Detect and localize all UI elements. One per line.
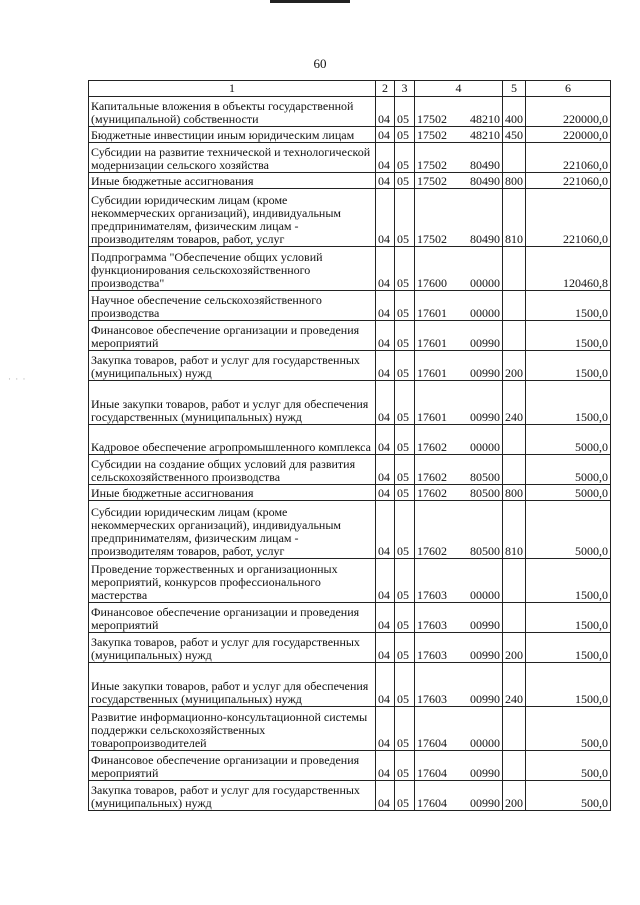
row-expense-type: [503, 143, 526, 173]
row-target-code: [415, 351, 503, 381]
target-code-program: 17502: [417, 174, 447, 188]
row-subsection: 05: [395, 127, 415, 143]
row-section: 04: [376, 707, 395, 751]
row-amount: 221060,0: [526, 143, 611, 173]
row-name: Бюджетные инвестиции иным юридическим лицам: [89, 127, 376, 143]
row-name: Иные бюджетные ассигнования: [89, 173, 376, 189]
target-code-direction: 00990: [470, 692, 500, 706]
row-subsection: 05: [395, 173, 415, 189]
target-code-program: 17601: [417, 336, 447, 350]
row-expense-type: 800: [503, 485, 526, 501]
row-name: Кадровое обеспечение агропромышленного комплекса: [89, 425, 376, 455]
row-amount: 1500,0: [526, 321, 611, 351]
row-expense-type: [503, 291, 526, 321]
row-amount: 500,0: [526, 781, 611, 811]
row-section: 04: [376, 173, 395, 189]
row-target-code: [415, 485, 503, 501]
row-target-code: [415, 173, 503, 189]
row-amount: 221060,0: [526, 189, 611, 247]
table-row: [89, 247, 611, 291]
target-code-program: 17604: [417, 736, 447, 750]
row-expense-type: [503, 425, 526, 455]
top-rule: [270, 0, 350, 3]
target-code-program: 17502: [417, 158, 447, 172]
row-subsection: 05: [395, 455, 415, 485]
table-row: [89, 633, 611, 663]
row-section: 04: [376, 485, 395, 501]
row-subsection: 05: [395, 143, 415, 173]
target-code-direction: 00990: [470, 336, 500, 350]
target-code-direction: 00990: [470, 366, 500, 380]
row-target-code: [415, 425, 503, 455]
row-name: Развитие информационно-консультационной системы поддержки сельскохозяйственных товаропроизводителей: [89, 707, 376, 751]
table-header-row: [89, 81, 611, 97]
row-expense-type: 800: [503, 173, 526, 189]
table-row: [89, 351, 611, 381]
row-section: 04: [376, 351, 395, 381]
row-section: 04: [376, 127, 395, 143]
row-target-code: [415, 189, 503, 247]
column-header-4: 4: [415, 81, 503, 97]
row-target-code: [415, 455, 503, 485]
row-amount: 221060,0: [526, 173, 611, 189]
row-expense-type: [503, 321, 526, 351]
row-amount: 1500,0: [526, 633, 611, 663]
target-code-direction: 80500: [470, 544, 500, 558]
row-subsection: 05: [395, 381, 415, 425]
row-expense-type: [503, 455, 526, 485]
row-name: Финансовое обеспечение организации и проведения мероприятий: [89, 321, 376, 351]
target-code-program: 17602: [417, 486, 447, 500]
target-code-direction: 00990: [470, 766, 500, 780]
row-expense-type: [503, 247, 526, 291]
table-row: [89, 781, 611, 811]
column-header-1: 1: [89, 81, 376, 97]
row-name: Закупка товаров, работ и услуг для государственных (муниципальных) нужд: [89, 633, 376, 663]
table-row: [89, 97, 611, 127]
row-target-code: [415, 381, 503, 425]
row-amount: 5000,0: [526, 425, 611, 455]
row-target-code: [415, 781, 503, 811]
row-section: 04: [376, 751, 395, 781]
table-row: [89, 663, 611, 707]
row-subsection: 05: [395, 291, 415, 321]
target-code-direction: 00990: [470, 796, 500, 810]
row-subsection: 05: [395, 633, 415, 663]
target-code-direction: 48210: [470, 112, 500, 126]
row-section: 04: [376, 381, 395, 425]
row-subsection: 05: [395, 663, 415, 707]
table-row: [89, 603, 611, 633]
row-name: Капитальные вложения в объекты государственной (муниципальной) собственности: [89, 97, 376, 127]
target-code-program: 17603: [417, 618, 447, 632]
row-expense-type: 400: [503, 97, 526, 127]
row-target-code: [415, 143, 503, 173]
row-target-code: [415, 501, 503, 559]
row-amount: 500,0: [526, 751, 611, 781]
column-header-2: 2: [376, 81, 395, 97]
row-amount: 1500,0: [526, 291, 611, 321]
target-code-direction: 00990: [470, 648, 500, 662]
row-subsection: 05: [395, 247, 415, 291]
row-name: Субсидии юридическим лицам (кроме некоммерческих организаций), индивидуальным предпринимателям, физическим лицам - производителям товаров, работ, услуг: [89, 189, 376, 247]
row-target-code: [415, 751, 503, 781]
row-subsection: 05: [395, 351, 415, 381]
row-expense-type: [503, 707, 526, 751]
target-code-direction: 48210: [470, 128, 500, 142]
row-name: Закупка товаров, работ и услуг для государственных (муниципальных) нужд: [89, 781, 376, 811]
target-code-program: 17603: [417, 648, 447, 662]
row-section: 04: [376, 559, 395, 603]
column-header-6: 6: [526, 81, 611, 97]
row-target-code: [415, 321, 503, 351]
table-row: [89, 189, 611, 247]
row-subsection: 05: [395, 189, 415, 247]
row-expense-type: 200: [503, 351, 526, 381]
target-code-direction: 80500: [470, 486, 500, 500]
row-name: Проведение торжественных и организационных мероприятий, конкурсов профессионального мастерства: [89, 559, 376, 603]
target-code-program: 17601: [417, 306, 447, 320]
target-code-program: 17601: [417, 410, 447, 424]
row-amount: 220000,0: [526, 127, 611, 143]
row-section: 04: [376, 97, 395, 127]
table-row: [89, 501, 611, 559]
row-expense-type: 200: [503, 781, 526, 811]
target-code-program: 17603: [417, 692, 447, 706]
target-code-program: 17502: [417, 112, 447, 126]
column-header-3: 3: [395, 81, 415, 97]
row-expense-type: 200: [503, 633, 526, 663]
table-row: [89, 707, 611, 751]
target-code-direction: 00990: [470, 410, 500, 424]
row-name: Иные закупки товаров, работ и услуг для обеспечения государственных (муниципальных) нужд: [89, 663, 376, 707]
row-target-code: [415, 97, 503, 127]
row-section: 04: [376, 143, 395, 173]
row-target-code: [415, 559, 503, 603]
row-amount: 500,0: [526, 707, 611, 751]
target-code-program: 17502: [417, 232, 447, 246]
table-row: [89, 485, 611, 501]
target-code-direction: 80490: [470, 232, 500, 246]
row-subsection: 05: [395, 781, 415, 811]
row-name: Субсидии юридическим лицам (кроме некоммерческих организаций), индивидуальным предпринимателям, физическим лицам - производителям товаров, работ, услуг: [89, 501, 376, 559]
table-row: [89, 381, 611, 425]
table-row: [89, 425, 611, 455]
row-target-code: [415, 247, 503, 291]
table-row: [89, 455, 611, 485]
target-code-program: 17602: [417, 544, 447, 558]
target-code-direction: 00000: [470, 276, 500, 290]
target-code-direction: 80490: [470, 174, 500, 188]
row-amount: 120460,8: [526, 247, 611, 291]
row-target-code: [415, 633, 503, 663]
row-amount: 1500,0: [526, 381, 611, 425]
row-amount: 220000,0: [526, 97, 611, 127]
row-section: 04: [376, 633, 395, 663]
row-amount: 5000,0: [526, 501, 611, 559]
target-code-direction: 00000: [470, 440, 500, 454]
table-row: [89, 321, 611, 351]
row-name: Научное обеспечение сельскохозяйственного производства: [89, 291, 376, 321]
row-name: Финансовое обеспечение организации и проведения мероприятий: [89, 603, 376, 633]
row-target-code: [415, 603, 503, 633]
row-expense-type: [503, 751, 526, 781]
target-code-program: 17604: [417, 766, 447, 780]
row-name: Иные бюджетные ассигнования: [89, 485, 376, 501]
row-subsection: 05: [395, 559, 415, 603]
row-expense-type: 240: [503, 663, 526, 707]
row-section: 04: [376, 455, 395, 485]
target-code-direction: 00000: [470, 306, 500, 320]
row-amount: 1500,0: [526, 663, 611, 707]
target-code-direction: 00990: [470, 618, 500, 632]
target-code-program: 17602: [417, 470, 447, 484]
target-code-program: 17600: [417, 276, 447, 290]
row-name: Субсидии на создание общих условий для развития сельскохозяйственного производства: [89, 455, 376, 485]
row-target-code: [415, 707, 503, 751]
table-row: [89, 751, 611, 781]
target-code-direction: 80500: [470, 470, 500, 484]
table-row: [89, 291, 611, 321]
row-amount: 5000,0: [526, 455, 611, 485]
target-code-direction: 80490: [470, 158, 500, 172]
row-subsection: 05: [395, 603, 415, 633]
page-number: 60: [313, 56, 327, 71]
row-amount: 1500,0: [526, 603, 611, 633]
row-target-code: [415, 663, 503, 707]
row-name: Субсидии на развитие технической и технологической модернизации сельского хозяйства: [89, 143, 376, 173]
row-expense-type: 810: [503, 501, 526, 559]
row-amount: 1500,0: [526, 559, 611, 603]
target-code-direction: 00000: [470, 588, 500, 602]
table-row: [89, 127, 611, 143]
row-subsection: 05: [395, 485, 415, 501]
table-row: [89, 143, 611, 173]
row-amount: 1500,0: [526, 351, 611, 381]
row-subsection: 05: [395, 321, 415, 351]
row-section: 04: [376, 663, 395, 707]
row-amount: 5000,0: [526, 485, 611, 501]
target-code-program: 17602: [417, 440, 447, 454]
row-expense-type: 240: [503, 381, 526, 425]
scan-artifact: · · ·: [8, 374, 27, 384]
row-section: 04: [376, 603, 395, 633]
row-section: 04: [376, 321, 395, 351]
row-subsection: 05: [395, 707, 415, 751]
row-target-code: [415, 291, 503, 321]
target-code-direction: 00000: [470, 736, 500, 750]
target-code-program: 17604: [417, 796, 447, 810]
table-row: [89, 173, 611, 189]
table-row: [89, 559, 611, 603]
budget-table: [88, 80, 611, 811]
row-section: 04: [376, 189, 395, 247]
row-expense-type: 810: [503, 189, 526, 247]
row-name: Иные закупки товаров, работ и услуг для обеспечения государственных (муниципальных) нужд: [89, 381, 376, 425]
row-subsection: 05: [395, 751, 415, 781]
row-expense-type: 450: [503, 127, 526, 143]
row-section: 04: [376, 247, 395, 291]
row-name: Финансовое обеспечение организации и проведения мероприятий: [89, 751, 376, 781]
row-name: Подпрограмма "Обеспечение общих условий функционирования сельскохозяйственного производства": [89, 247, 376, 291]
column-header-5: 5: [503, 81, 526, 97]
target-code-program: 17601: [417, 366, 447, 380]
row-expense-type: [503, 603, 526, 633]
target-code-program: 17603: [417, 588, 447, 602]
row-subsection: 05: [395, 501, 415, 559]
row-subsection: 05: [395, 97, 415, 127]
row-target-code: [415, 127, 503, 143]
row-section: 04: [376, 425, 395, 455]
target-code-program: 17502: [417, 128, 447, 142]
row-name: Закупка товаров, работ и услуг для государственных (муниципальных) нужд: [89, 351, 376, 381]
row-subsection: 05: [395, 425, 415, 455]
row-section: 04: [376, 291, 395, 321]
row-section: 04: [376, 501, 395, 559]
row-expense-type: [503, 559, 526, 603]
row-section: 04: [376, 781, 395, 811]
